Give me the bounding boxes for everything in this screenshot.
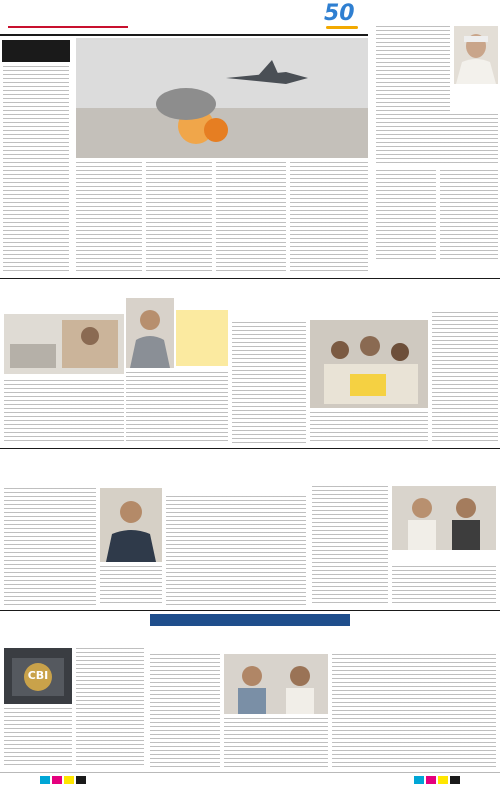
page-number xyxy=(318,22,362,32)
lower-center-headline-2 xyxy=(166,478,306,492)
lead-text-2 xyxy=(146,162,212,274)
lower-right-headline xyxy=(312,464,500,482)
cbi-badge: CBI xyxy=(27,670,49,682)
middle-center-headline-box xyxy=(176,310,228,366)
pm-photo xyxy=(454,26,498,84)
middle-left-text xyxy=(4,380,124,444)
middle-lead-kicker xyxy=(232,284,372,294)
lead-side-text xyxy=(3,66,69,272)
lower-right-text-2 xyxy=(392,566,496,606)
lead-text-1 xyxy=(76,162,142,274)
lower-left-headline xyxy=(4,464,162,484)
lead-bottom-rule xyxy=(0,278,500,279)
middle-bottom-rule xyxy=(0,448,500,449)
middle-right-headline-1 xyxy=(432,284,500,296)
middle-left-headline-2 xyxy=(4,298,124,312)
masthead-title xyxy=(6,4,130,26)
masthead-tagline xyxy=(8,26,128,28)
lower-right-photo xyxy=(392,486,496,550)
bottom-left-text-2 xyxy=(4,708,72,768)
lower-right-text-1 xyxy=(312,486,388,606)
lead-side-column xyxy=(0,38,72,278)
middle-right-headline-2 xyxy=(432,296,500,308)
lower-center-kicker xyxy=(166,452,286,462)
lead-side-headline xyxy=(2,40,70,62)
registration-black-right xyxy=(450,776,460,784)
bottom-main-headline xyxy=(150,630,496,650)
middle-left-headline-1 xyxy=(4,284,124,298)
right-column-top xyxy=(372,0,500,270)
middle-center-label xyxy=(126,284,226,296)
bottom-main-photo xyxy=(224,654,328,714)
middle-lead-headline xyxy=(232,296,422,318)
bottom-main-text-3 xyxy=(332,654,496,768)
middle-right-text xyxy=(432,312,498,444)
cbi-photo xyxy=(4,648,72,704)
middle-lead-photo xyxy=(310,320,428,408)
color-registration-bar xyxy=(0,776,500,784)
lower-left-kicker xyxy=(4,452,124,462)
lower-center-text xyxy=(166,496,306,606)
lead-strapline xyxy=(104,50,280,64)
middle-left-photo xyxy=(4,314,124,374)
middle-lead-text-1 xyxy=(232,322,306,444)
bottom-left-kicker xyxy=(4,614,124,624)
lower-center-headline-1 xyxy=(166,464,306,478)
lower-right-kicker xyxy=(312,452,432,462)
lower-bottom-rule xyxy=(0,610,500,611)
footer-rule xyxy=(0,772,500,773)
bottom-left-headline xyxy=(4,628,144,644)
registration-cyan xyxy=(40,776,50,784)
bottom-banner xyxy=(150,614,350,626)
lower-left-text-1 xyxy=(4,488,96,606)
lower-left-text-2 xyxy=(100,566,162,606)
lead-photo xyxy=(76,38,368,158)
middle-center-headline-4 xyxy=(178,351,226,363)
bottom-main-text-1 xyxy=(150,654,220,768)
registration-magenta-right xyxy=(426,776,436,784)
dateline xyxy=(140,24,316,32)
middle-lead-text-2 xyxy=(310,412,428,444)
registration-black xyxy=(76,776,86,784)
lower-left-photo xyxy=(100,488,162,562)
middle-center-headline-1 xyxy=(178,312,226,324)
top-right-text xyxy=(376,26,450,112)
bottom-left-text-1 xyxy=(76,648,144,768)
lead-headline-2 xyxy=(96,94,286,120)
anniversary-number: 50 xyxy=(324,2,355,26)
top-right-headline xyxy=(376,4,500,22)
bottom-main-text-2 xyxy=(224,718,328,768)
top-right-text-3 xyxy=(376,170,436,260)
registration-yellow-right xyxy=(438,776,448,784)
registration-magenta xyxy=(52,776,62,784)
middle-center-photo xyxy=(126,298,174,368)
lead-headline-1 xyxy=(96,66,286,92)
registration-yellow xyxy=(64,776,74,784)
masthead-rule xyxy=(0,34,368,36)
top-right-text-2 xyxy=(376,114,498,166)
lead-headline-3 xyxy=(96,122,286,148)
middle-center-headline-2 xyxy=(178,325,226,337)
lead-text-4 xyxy=(290,162,368,274)
middle-center-text xyxy=(126,372,228,444)
top-right-text-4 xyxy=(440,170,498,260)
registration-cyan-right xyxy=(414,776,424,784)
dateline-bar xyxy=(140,24,316,32)
lead-text-3 xyxy=(216,162,286,274)
middle-center-headline-3 xyxy=(178,338,226,350)
